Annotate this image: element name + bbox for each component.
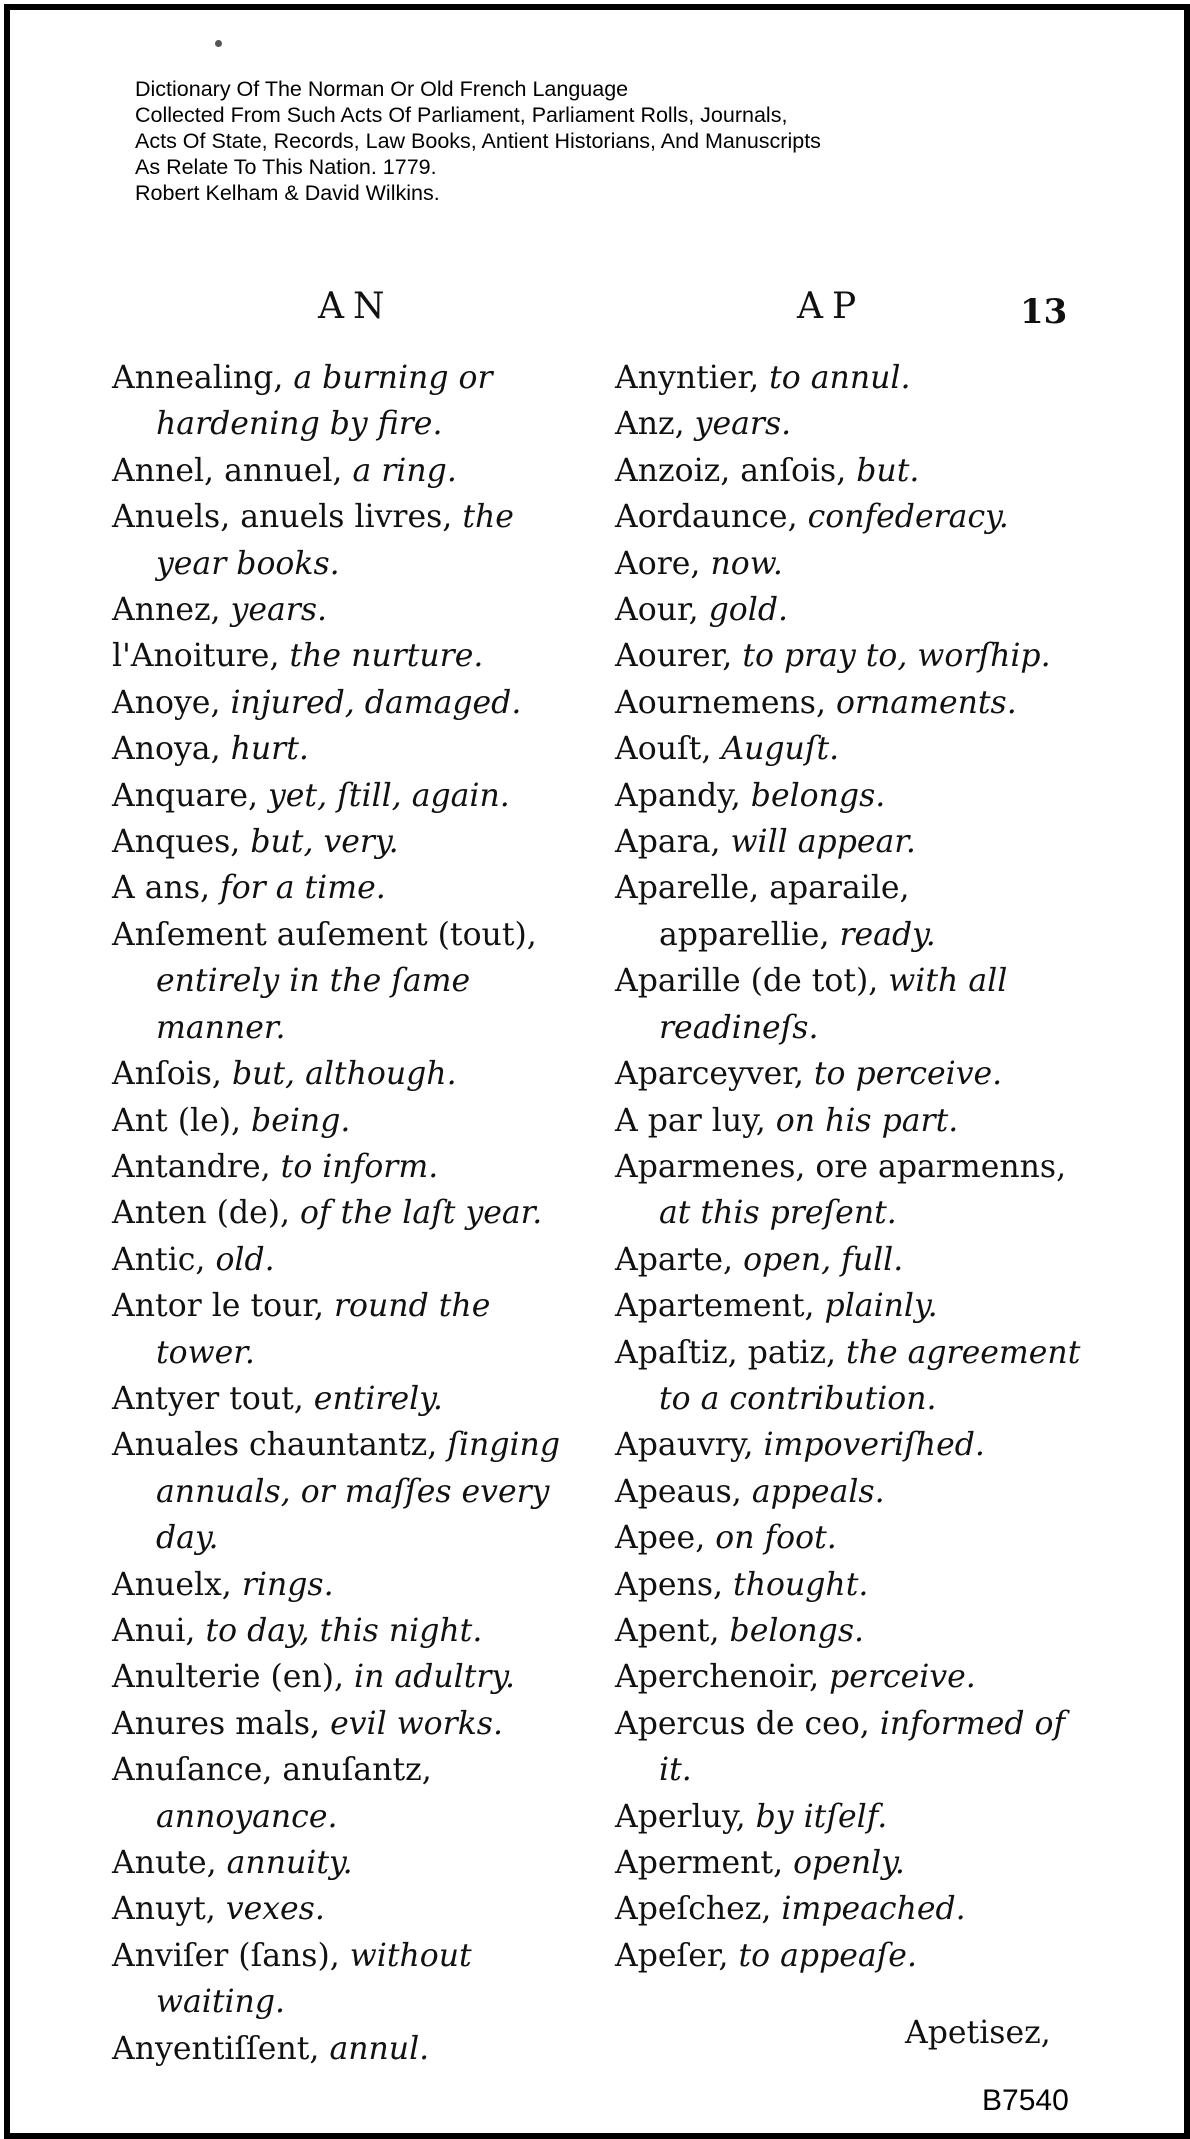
- dictionary-entry: [615, 1144, 1085, 1237]
- dictionary-entry: [112, 1933, 582, 2026]
- headword: Anui,: [112, 1612, 206, 1649]
- definition: to perceive.: [813, 1056, 1003, 1093]
- definition: for a time.: [220, 870, 386, 907]
- headword: Apartement,: [615, 1288, 825, 1325]
- dictionary-entry: [112, 1422, 582, 1561]
- headword: l'Anoiture,: [112, 638, 290, 675]
- definition: the agreement to a contribution.: [659, 1334, 1081, 1417]
- definition: at this preſent.: [659, 1195, 897, 1232]
- dictionary-entry: [615, 680, 1085, 726]
- citation-line: Robert Kelham & David Wilkins.: [135, 181, 440, 205]
- headword: Anten (de),: [112, 1195, 301, 1232]
- definition: informed of it.: [659, 1705, 1066, 1789]
- dictionary-entry: [615, 1422, 1085, 1468]
- headword: Anyntier,: [615, 360, 770, 396]
- dictionary-entry: [615, 1283, 1085, 1329]
- dictionary-entry: [615, 1933, 1085, 1979]
- dictionary-entry: [615, 958, 1085, 1051]
- definition: to inform.: [280, 1148, 439, 1185]
- headword: A ans,: [112, 870, 221, 907]
- definition: injured, damaged.: [230, 684, 522, 721]
- headword: Apauvry,: [615, 1427, 764, 1464]
- definition: to pray to, worſhip.: [742, 638, 1051, 675]
- definition: the year books.: [156, 499, 514, 582]
- definition: impeached.: [781, 1891, 966, 1928]
- headword: Aourer,: [615, 638, 743, 675]
- dictionary-entry: [112, 2026, 582, 2072]
- definition: a burning or hardening by fire.: [156, 360, 493, 443]
- dictionary-entry: [112, 912, 582, 1051]
- definition: on foot.: [715, 1520, 837, 1557]
- dictionary-entry: [615, 541, 1085, 587]
- headword: Aparelle, aparaile, apparellie,: [615, 870, 910, 953]
- headword: Aour,: [615, 592, 709, 629]
- headword: A par luy,: [615, 1102, 776, 1139]
- headword: Apercus de ceo,: [615, 1705, 880, 1742]
- dictionary-entry: [615, 1840, 1085, 1886]
- dictionary-entry: [615, 1330, 1085, 1423]
- definition: confederacy.: [807, 499, 1009, 536]
- definition: to annul.: [769, 360, 911, 396]
- definition: years.: [694, 406, 792, 443]
- citation-line: Acts Of State, Records, Law Books, Antient Historians, And Manuscripts: [135, 129, 821, 153]
- headword: Antic,: [112, 1241, 216, 1278]
- print-speck: [215, 40, 222, 47]
- dictionary-entry: [615, 865, 1085, 958]
- definition: ornaments.: [835, 684, 1017, 721]
- headword: Aore,: [615, 545, 711, 582]
- dictionary-entry: [615, 1515, 1085, 1561]
- dictionary-entry: [112, 1190, 582, 1236]
- definition: but, although.: [231, 1056, 457, 1093]
- headword: Apaſtiz, patiz,: [615, 1334, 847, 1371]
- headword: Apee,: [615, 1520, 716, 1557]
- headword: Anyentiſſent,: [112, 2030, 330, 2067]
- definition: but, very.: [250, 824, 399, 861]
- dictionary-entry: [112, 1283, 582, 1376]
- headword: Aparceyver,: [615, 1056, 814, 1093]
- definition: to day, this night.: [205, 1612, 483, 1649]
- definition: round the tower.: [156, 1288, 491, 1371]
- dictionary-entry: [112, 1376, 582, 1422]
- headword: Aournemens,: [615, 684, 836, 721]
- catchword: Apetisez,: [905, 2015, 1051, 2051]
- left-column: [112, 355, 582, 2072]
- headword: Anuelx,: [112, 1566, 242, 1603]
- headword: Anz,: [615, 406, 695, 443]
- headword: Anuſance, anuſantz,: [112, 1752, 432, 1789]
- dictionary-entry: [112, 633, 582, 679]
- definition: openly.: [793, 1845, 905, 1881]
- definition: of the laſt year.: [300, 1195, 543, 1232]
- dictionary-entry: [112, 773, 582, 819]
- headword: Aparmenes, ore aparmenns,: [615, 1148, 1067, 1185]
- dictionary-entry: [615, 726, 1085, 772]
- dictionary-entry: [112, 448, 582, 494]
- dictionary-entry: [112, 1098, 582, 1144]
- headword: Annealing,: [112, 360, 294, 396]
- dictionary-entry: [112, 1747, 582, 1840]
- dictionary-entry: [615, 494, 1085, 540]
- dictionary-entry: [112, 587, 582, 633]
- definition: by itſelf.: [755, 1798, 888, 1835]
- dictionary-entry: [112, 1608, 582, 1654]
- headword: Anulterie (en),: [112, 1659, 355, 1696]
- definition: the nurture.: [289, 638, 484, 675]
- dictionary-entry: [112, 1237, 582, 1283]
- headword: Aperluy,: [615, 1798, 756, 1835]
- definition: appeals.: [751, 1473, 885, 1510]
- headword: Anures mals,: [112, 1705, 331, 1742]
- dictionary-entry: [615, 633, 1085, 679]
- definition: now.: [710, 545, 783, 582]
- dictionary-entry: [112, 1654, 582, 1700]
- headword: Ant (le),: [112, 1102, 252, 1139]
- definition: ready.: [839, 916, 936, 953]
- definition: Auguſt.: [721, 731, 840, 768]
- page-number: 13: [1020, 292, 1068, 332]
- headword: Anuyt,: [112, 1891, 226, 1928]
- dictionary-entry: [112, 680, 582, 726]
- headword: Aordaunce,: [615, 499, 808, 536]
- headword: Aperchenoir,: [615, 1659, 830, 1696]
- dictionary-entry: [112, 726, 582, 772]
- column-heading-right: AP: [797, 286, 866, 327]
- citation-line: As Relate To This Nation. 1779.: [135, 155, 437, 179]
- citation-line: Collected From Such Acts Of Parliament, Parliament Rolls, Journals,: [135, 103, 788, 127]
- headword: Annel, annuel,: [112, 452, 353, 489]
- dictionary-entry: [615, 448, 1085, 494]
- definition: old.: [215, 1241, 275, 1278]
- dictionary-entry: [615, 1237, 1085, 1283]
- definition: entirely in the ſame manner.: [156, 963, 471, 1046]
- dictionary-entry: [112, 494, 582, 587]
- dictionary-entry: [112, 1886, 582, 1932]
- headword: Anquare,: [112, 777, 268, 814]
- headword: Apeaus,: [615, 1473, 752, 1510]
- definition: evil works.: [330, 1705, 503, 1742]
- definition: but.: [856, 452, 920, 489]
- dictionary-entry: [112, 1051, 582, 1097]
- headword: Apent,: [615, 1612, 730, 1649]
- headword: Aparille (de tot),: [615, 963, 889, 1000]
- dictionary-entry: [112, 355, 582, 448]
- headword: Apandy,: [615, 777, 751, 814]
- dictionary-entry: [112, 1144, 582, 1190]
- definition: being.: [251, 1102, 351, 1139]
- definition: thought.: [733, 1566, 869, 1603]
- definition: belongs.: [750, 777, 886, 814]
- headword: Aparte,: [615, 1241, 744, 1278]
- definition: annoyance.: [156, 1798, 338, 1835]
- dictionary-entry: [112, 1562, 582, 1608]
- dictionary-entry: [615, 401, 1085, 447]
- dictionary-entry: [615, 587, 1085, 633]
- definition: perceive.: [829, 1659, 976, 1696]
- definition: annul.: [329, 2030, 430, 2067]
- dictionary-entry: [615, 1562, 1085, 1608]
- dictionary-entry: [615, 819, 1085, 865]
- headword: Aouſt,: [615, 731, 722, 768]
- definition: a ring.: [352, 452, 457, 489]
- headword: Aperment,: [615, 1845, 794, 1881]
- definition: years.: [230, 592, 328, 629]
- definition: ſinging annuals, or maſſes every day.: [156, 1427, 561, 1557]
- headword: Antor le tour,: [112, 1288, 334, 1325]
- definition: to appeaſe.: [738, 1937, 917, 1974]
- headword: Anſois,: [112, 1056, 232, 1093]
- headword: Apeſchez,: [615, 1891, 782, 1928]
- citation-block: [135, 76, 821, 206]
- headword: Anuels, anuels livres,: [112, 499, 463, 536]
- headword: Anoya,: [112, 731, 231, 768]
- dictionary-entry: [112, 819, 582, 865]
- definition: with all readineſs.: [659, 963, 1008, 1046]
- right-column: [615, 355, 1085, 1979]
- dictionary-entry: [112, 865, 582, 911]
- dictionary-entry: [615, 1701, 1085, 1794]
- dictionary-entry: [615, 1098, 1085, 1144]
- headword: Apeſer,: [615, 1937, 739, 1974]
- column-heading-left: AN: [318, 286, 394, 327]
- definition: without waiting.: [156, 1937, 472, 2021]
- headword: Antyer tout,: [112, 1380, 314, 1417]
- headword: Anoye,: [112, 684, 231, 721]
- dictionary-entry: [112, 1701, 582, 1747]
- definition: rings.: [241, 1566, 334, 1603]
- dictionary-entry: [615, 1608, 1085, 1654]
- dictionary-entry: [615, 1794, 1085, 1840]
- dictionary-entry: [615, 1886, 1085, 1932]
- headword: Anques,: [112, 824, 251, 861]
- headword: Anuales chauntantz,: [112, 1427, 448, 1464]
- definition: on his part.: [775, 1102, 959, 1139]
- definition: belongs.: [729, 1612, 865, 1649]
- headword: Anviſer (ſans),: [112, 1937, 350, 1974]
- headword: Antandre,: [112, 1148, 281, 1185]
- definition: gold.: [708, 592, 789, 629]
- headword: Apara,: [615, 824, 731, 861]
- headword: Anſement auſement (tout),: [112, 916, 537, 953]
- dictionary-entry: [615, 1469, 1085, 1515]
- dictionary-entry: [112, 1840, 582, 1886]
- headword: Annez,: [112, 592, 231, 629]
- headword: Anute,: [112, 1845, 227, 1881]
- dictionary-entry: [615, 1654, 1085, 1700]
- definition: open, full.: [743, 1241, 904, 1278]
- reference-code: B7540: [982, 2084, 1069, 2117]
- dictionary-entry: [615, 355, 1085, 401]
- definition: in adultry.: [354, 1659, 516, 1696]
- citation-line: Dictionary Of The Norman Or Old French Language: [135, 77, 629, 101]
- definition: annuity.: [226, 1845, 353, 1881]
- definition: will appear.: [730, 824, 916, 861]
- page-frame: [4, 4, 1190, 2139]
- dictionary-entry: [615, 1051, 1085, 1097]
- headword: Anzoiz, anſois,: [615, 452, 857, 489]
- definition: entirely.: [313, 1380, 443, 1417]
- definition: hurt.: [230, 731, 309, 768]
- definition: yet, ſtill, again.: [268, 777, 510, 814]
- dictionary-entry: [615, 773, 1085, 819]
- definition: impoveriſhed.: [763, 1427, 985, 1464]
- headword: Apens,: [615, 1566, 734, 1603]
- definition: vexes.: [225, 1891, 325, 1928]
- definition: plainly.: [824, 1288, 938, 1325]
